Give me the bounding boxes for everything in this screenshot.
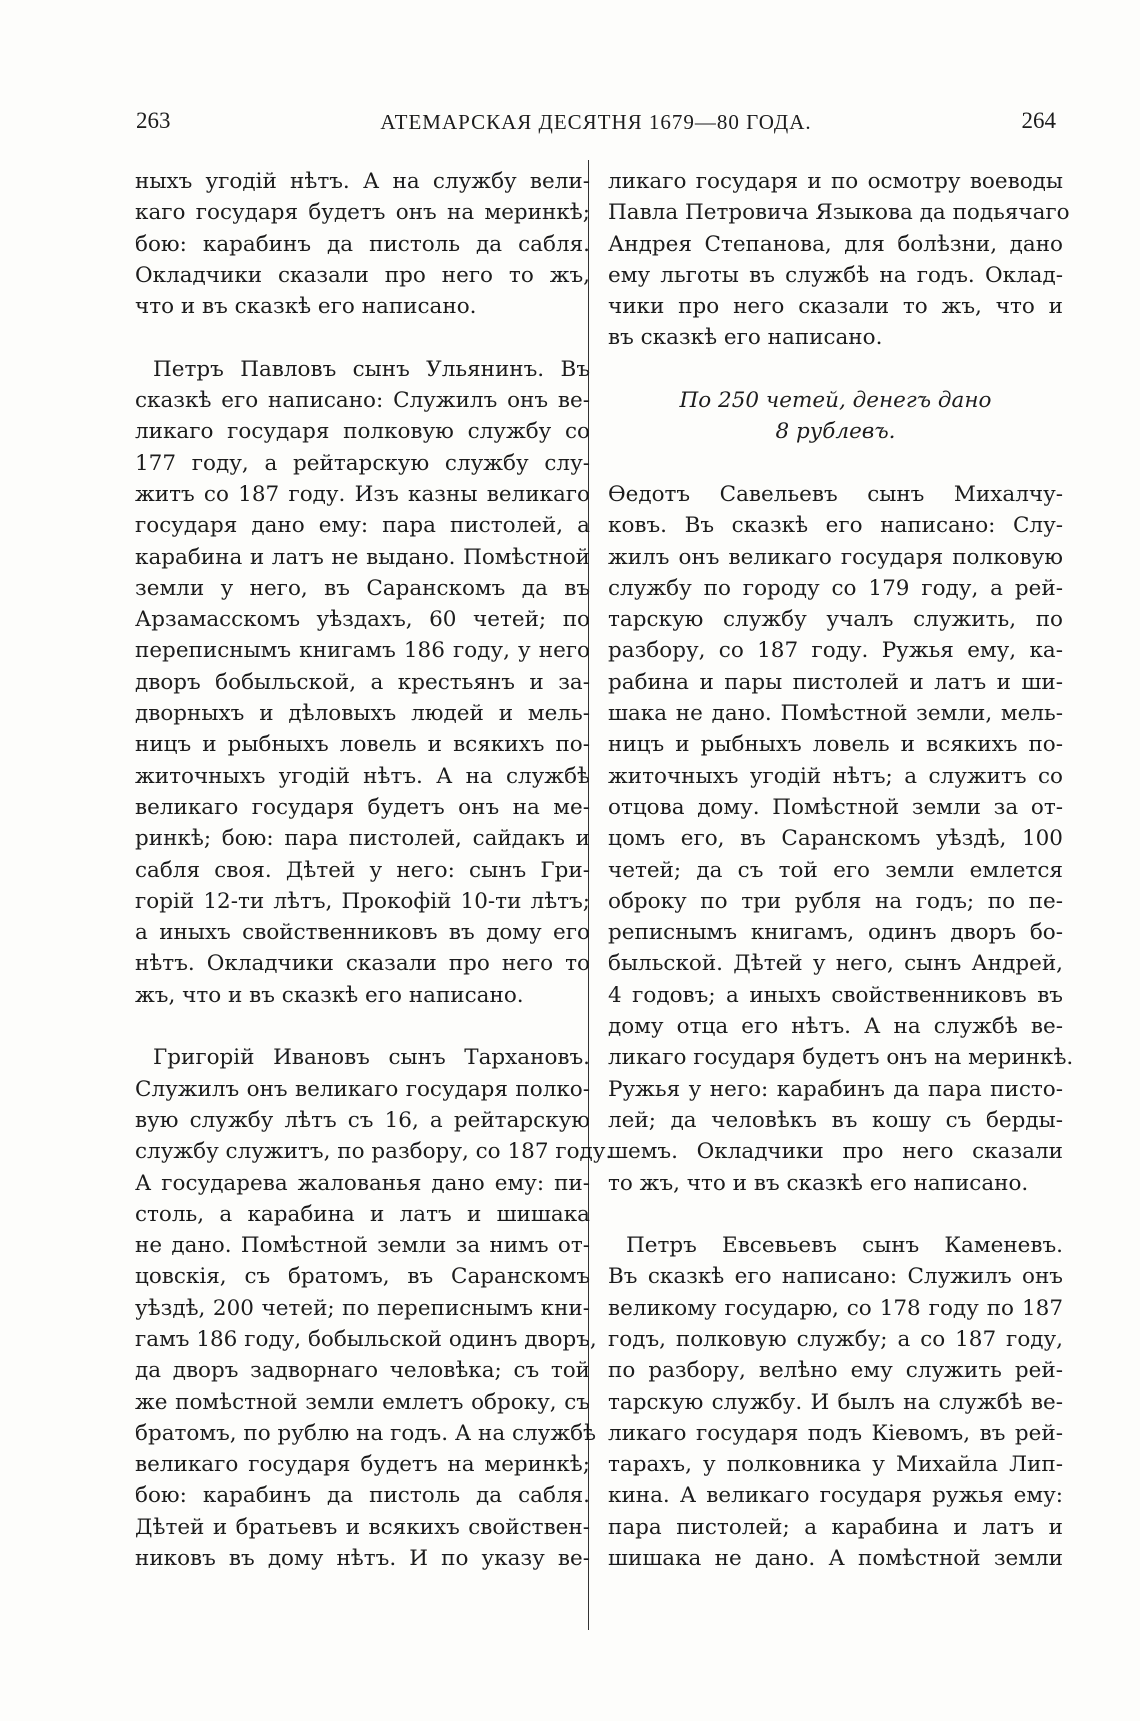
text-line: Служилъ онъ великаго государя полко- — [135, 1076, 590, 1102]
text-line: да дворъ задворнаго человѣка; съ той — [135, 1358, 590, 1384]
heading-line: По 250 четей, денегъ дано — [679, 388, 992, 414]
text-line: карабина и латъ не выдано. Помѣстной — [135, 544, 590, 570]
text-line: кина. А великаго государя ружья ему: — [608, 1483, 1063, 1509]
text-line: житъ со 187 году. Изъ казны великаго — [135, 481, 590, 507]
text-line: тарахъ, у полковника у Михайла Лип- — [608, 1452, 1063, 1478]
text-line: Окладчики сказали про него то жъ, — [135, 262, 590, 288]
text-line: шемъ. Окладчики про него сказали — [608, 1139, 1063, 1165]
right-page-number: 264 — [1021, 108, 1056, 133]
text-line: жъ, что и въ сказкѣ его написано. — [135, 982, 524, 1008]
text-line: дворныхъ и дѣловыхъ людей и мель- — [135, 701, 590, 727]
text-line: годъ, полковую службу; а со 187 году, — [608, 1326, 1063, 1352]
paragraph — [135, 166, 590, 322]
text-line: Петръ Павловъ сынъ Ульянинъ. Въ — [153, 356, 590, 382]
text-line: никовъ въ дому нѣтъ. И по указу ве- — [135, 1546, 590, 1572]
text-line: гамъ 186 году, бобыльской одинъ дворъ, — [135, 1326, 597, 1352]
text-line: Арзамасскомъ уѣздахъ, 60 четей; по — [135, 607, 590, 633]
text-line: разбору, со 187 году. Ружья ему, ка- — [608, 638, 1063, 664]
text-line: 177 году, а рейтарскую службу слу- — [135, 450, 590, 476]
left-column — [135, 166, 613, 1574]
text-line: Дѣтей и братьевъ и всякихъ свойствен- — [135, 1514, 590, 1540]
text-line: Андрея Степанова, для болѣзни, дано — [608, 231, 1063, 257]
paragraph — [135, 1042, 613, 1574]
paragraph — [135, 354, 590, 1011]
text-line: тарскую службу учалъ служить, по — [608, 607, 1063, 633]
text-line: оброку по три рубля на годъ; по пе- — [608, 888, 1063, 914]
text-line: дому отца его нѣтъ. А на службѣ ве- — [608, 1014, 1063, 1040]
text-line: житочныхъ угодій нѣтъ. А на службѣ — [135, 763, 590, 789]
text-line: Ружья у него: карабинъ да пара писто- — [608, 1076, 1063, 1102]
text-line: земли у него, въ Саранскомъ да въ — [135, 575, 590, 601]
text-line: ему льготы въ службѣ на годъ. Оклад- — [608, 262, 1063, 288]
page-header — [136, 108, 1056, 142]
text-line: переписнымъ книгамъ 186 году, у него — [135, 638, 590, 664]
text-line: быльской. Дѣтей у него, сынъ Андрей, — [608, 951, 1063, 977]
text-line: то жъ, что и въ сказкѣ его написано. — [608, 1170, 1029, 1196]
text-line: великаго государя будетъ онъ на ме- — [135, 794, 590, 820]
text-line: Ѳедотъ Савельевъ сынъ Михалчу- — [608, 481, 1063, 507]
text-line: что и въ сказкѣ его написано. — [135, 294, 477, 320]
text-line: жилъ онъ великаго государя полковую — [608, 544, 1063, 570]
text-line: А государева жалованья дано ему: пи- — [135, 1170, 590, 1196]
text-line: Петръ Евсевьевъ сынъ Каменевъ. — [626, 1233, 1063, 1259]
text-line: великаго государя будетъ на меринкѣ; — [135, 1452, 590, 1478]
text-line: нѣтъ. Окладчики сказали про него то — [135, 951, 590, 977]
text-line: ринкѣ; бою: пара пистолей, сайдакъ и — [135, 826, 590, 852]
text-line: отцова дому. Помѣстной земли за от- — [608, 794, 1063, 820]
text-line: ликаго государя будетъ онъ на меринкѣ. — [608, 1045, 1074, 1071]
text-line: уѣздѣ, 200 четей; по переписнымъ кни- — [135, 1295, 590, 1321]
text-line: шишака не дано. А помѣстной земли — [608, 1546, 1063, 1572]
text-line: государя дано ему: пара пистолей, а — [135, 513, 590, 539]
text-line: столь, а карабина и латъ и шишака — [135, 1201, 590, 1227]
text-line: четей; да съ той его земли емлется — [608, 857, 1063, 883]
text-line: чики про него сказали то жъ, что и — [608, 294, 1063, 320]
paragraph — [608, 1230, 1063, 1574]
text-line: цомъ его, въ Саранскомъ уѣздѣ, 100 — [608, 826, 1063, 852]
text-line: а иныхъ свойственниковъ въ дому его — [135, 920, 590, 946]
text-line: великому государю, со 178 году по 187 — [608, 1295, 1063, 1321]
section-heading — [608, 385, 1063, 448]
text-line: ликаго государя подъ Кіевомъ, въ рей- — [608, 1420, 1063, 1446]
text-line: тарскую службу. И былъ на службѣ ве- — [608, 1389, 1063, 1415]
text-line: 4 годовъ; а иныхъ свойственниковъ въ — [608, 982, 1063, 1008]
left-page-number: 263 — [136, 108, 171, 133]
heading-line: 8 рублевъ. — [775, 419, 896, 445]
text-line: по разбору, велѣно ему служить рей- — [608, 1358, 1063, 1384]
text-line: Въ сказкѣ его написано: Служилъ онъ — [608, 1264, 1063, 1290]
running-title: АТЕМАРСКАЯ ДЕСЯТНЯ 1679—80 ГОДА. — [380, 110, 812, 134]
text-line: ницъ и рыбныхъ ловель и всякихъ по- — [135, 732, 590, 758]
paragraph — [608, 166, 1070, 354]
text-line: сабля своя. Дѣтей у него: сынъ Гри- — [135, 857, 590, 883]
text-line: братомъ, по рублю на годъ. А на службѣ — [135, 1420, 597, 1446]
text-line: бою: карабинъ да пистоль да сабля. — [135, 231, 590, 257]
text-line: ковъ. Въ сказкѣ его написано: Слу- — [608, 513, 1063, 539]
text-line: лей; да человѣкъ въ кошу съ берды- — [608, 1107, 1063, 1133]
text-line: Павла Петровича Языкова да подьячаго — [608, 200, 1070, 226]
text-line: шака не дано. Помѣстной земли, мель- — [608, 701, 1063, 727]
text-line: реписнымъ книгамъ, одинъ дворъ бо- — [608, 920, 1063, 946]
text-line: дворъ бобыльской, а крестьянъ и за- — [135, 669, 590, 695]
text-line: ликаго государя полковую службу со — [135, 419, 590, 445]
text-line: службу по городу со 179 году, а рей- — [608, 575, 1063, 601]
text-line: ликаго государя и по осмотру воеводы — [608, 169, 1063, 194]
text-line: рабина и пары пистолей и латъ и ши- — [608, 669, 1063, 695]
right-column — [608, 166, 1074, 1574]
paragraph — [608, 479, 1074, 1199]
text-line: службу служитъ, по разбору, со 187 году. — [135, 1139, 613, 1165]
text-line: горій 12-ти лѣтъ, Прокофій 10-ти лѣтъ; — [135, 888, 590, 914]
text-line: Григорій Ивановъ сынъ Тархановъ. — [153, 1045, 590, 1071]
text-line: каго государя будетъ онъ на меринкѣ; — [135, 200, 590, 226]
text-line: бою: карабинъ да пистоль да сабля. — [135, 1483, 590, 1509]
text-line: не дано. Помѣстной земли за нимъ от- — [135, 1233, 590, 1259]
text-line: ницъ и рыбныхъ ловель и всякихъ по- — [608, 732, 1063, 758]
text-line: ныхъ угодій нѣтъ. А на службу вели- — [135, 169, 590, 194]
text-line: пара пистолей; а карабина и латъ и — [608, 1514, 1063, 1540]
text-line: цовскія, съ братомъ, въ Саранскомъ — [135, 1264, 590, 1290]
text-line: въ сказкѣ его написано. — [608, 325, 883, 351]
text-line: сказкѣ его написано: Служилъ онъ ве- — [135, 388, 590, 414]
text-line: житочныхъ угодій нѣтъ; а служитъ со — [608, 763, 1063, 789]
text-line: вую службу лѣтъ съ 16, а рейтарскую — [135, 1107, 590, 1133]
text-line: же помѣстной земли емлетъ оброку, съ — [135, 1389, 590, 1415]
